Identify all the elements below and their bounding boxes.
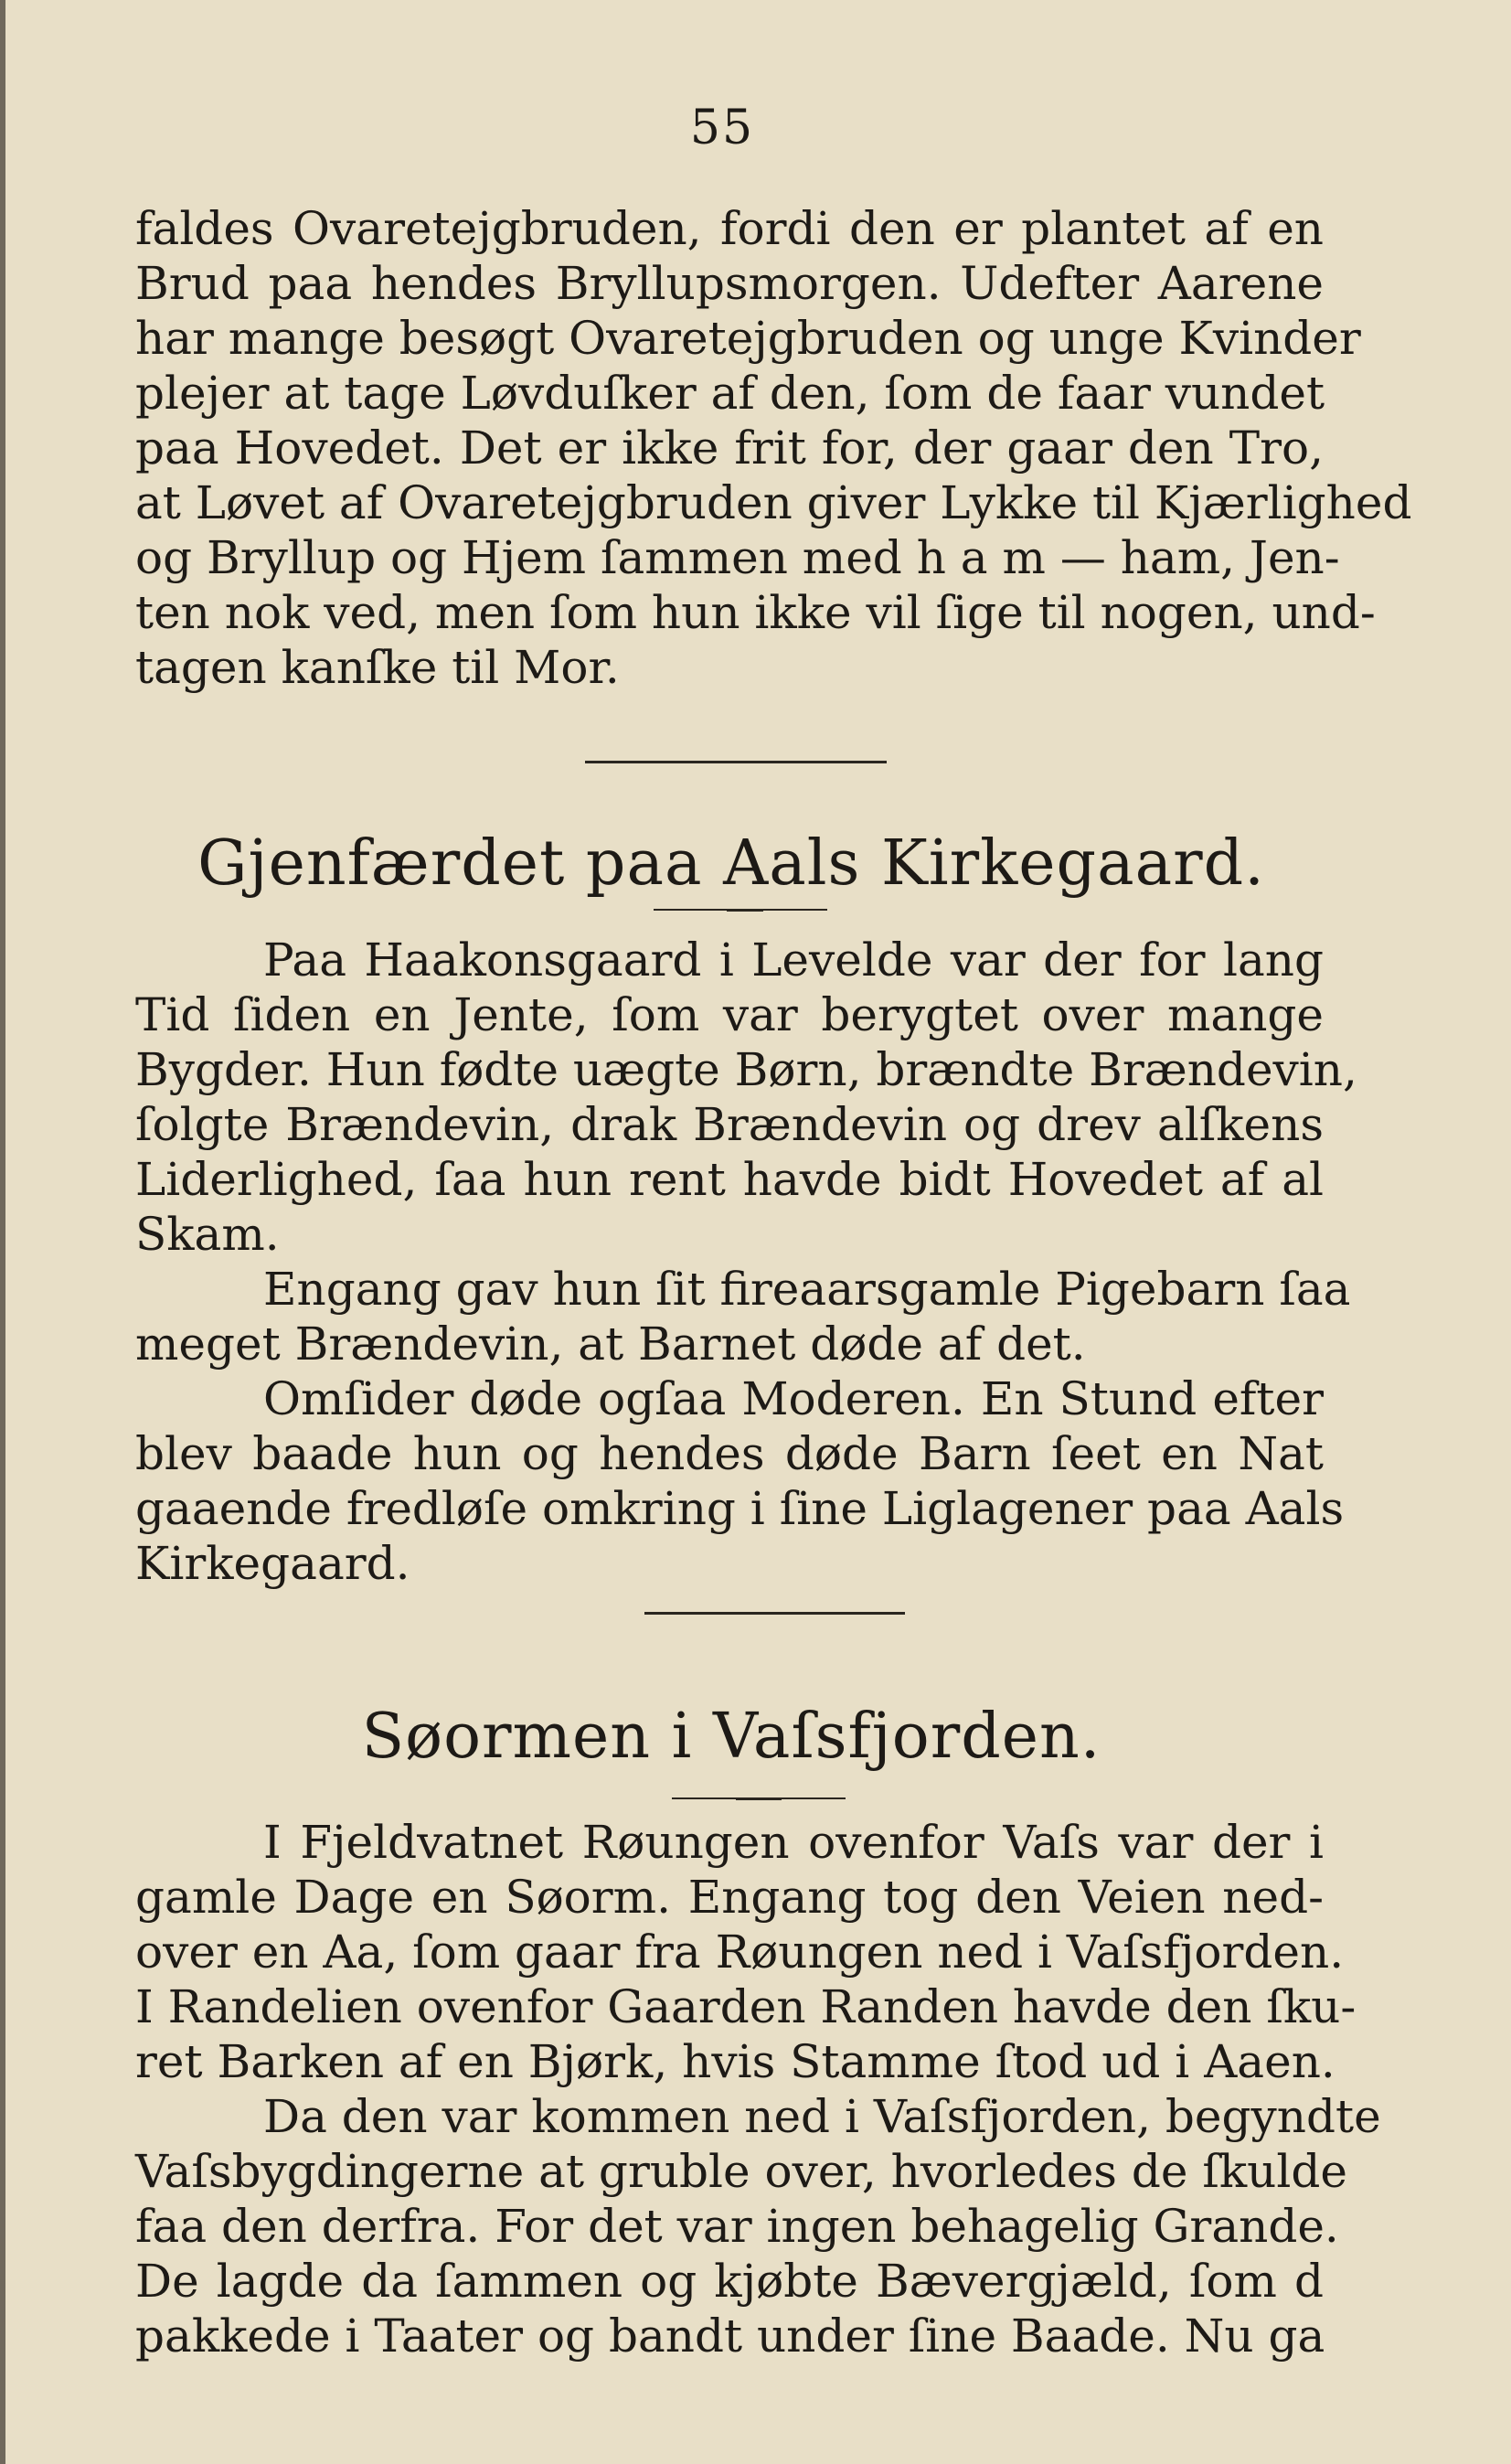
text-line: Engang gav hun ſit fireaarsgamle Pigebarn ſaa [263, 1263, 1351, 1316]
text-line: faldes Ovaretejgbruden, fordi den er plantet af en [135, 202, 1324, 255]
text-line: Brud paa hendes Bryllupsmorgen. Udefter Aarene [135, 257, 1324, 310]
text-line: I Fjeldvatnet Røungen ovenfor Vaſs var der i [263, 1816, 1324, 1869]
text-line: Da den var kommen ned i Vaſsfjorden, begyndte [263, 2090, 1381, 2143]
text-line: over en Aa, ſom gaar fra Røungen ned i Vaſsfjorden. [135, 1925, 1345, 1979]
text-line: Vaſsbygdingerne at gruble over, hvorledes de ſkulde [135, 2145, 1347, 2198]
text-line: tagen kanſke til Mor. [135, 641, 620, 694]
text-line: Liderlighed, ſaa hun rent havde bidt Hovedet af al [135, 1153, 1324, 1206]
title-underline-accent [736, 1797, 782, 1800]
section-separator [585, 761, 887, 763]
text-line: paa Hovedet. Det er ikke frit for, der gaar den Tro, [135, 421, 1324, 475]
text-line: Tid ſiden en Jente, ſom var berygtet over mange [135, 988, 1324, 1041]
text-line: gamle Dage en Søorm. Engang tog den Veien ned- [135, 1871, 1324, 1924]
text-line: De lagde da ſammen og kjøbte Bævergjæld, ſom d [135, 2255, 1324, 2308]
section-separator [644, 1612, 905, 1615]
page-edge-shadow [0, 0, 5, 2464]
text-line: plejer at tage Løvduſker af den, ſom de faar vundet [135, 367, 1325, 420]
text-line: I Randelien ovenfor Gaarden Randen havde den ſku- [135, 1980, 1357, 2033]
text-line: Skam. [135, 1208, 280, 1261]
text-line: Bygder. Hun fødte uægte Børn, brændte Brændevin, [135, 1043, 1357, 1096]
title-underline-accent [727, 909, 763, 912]
text-line: gaaende fredløſe omkring i ſine Liglagener paa Aals [135, 1482, 1345, 1535]
text-line: at Løvet af Ovaretejgbruden giver Lykke til Kjærlighed [135, 476, 1412, 529]
text-line: ſolgte Brændevin, drak Brændevin og drev alſkens [135, 1098, 1324, 1151]
text-line: meget Brændevin, at Barnet døde af det. [135, 1317, 1086, 1371]
text-line: Kirkegaard. [135, 1537, 410, 1590]
text-line: og Bryllup og Hjem ſammen med h a m — ham, Jen- [135, 531, 1340, 584]
text-line: har mange besøgt Ovaretejgbruden og unge Kvinder [135, 312, 1361, 365]
text-line: faa den derfra. For det var ingen behagelig Grande. [135, 2200, 1339, 2253]
section-title: Gjenfærdet paa Aals Kirkegaard. [197, 827, 1265, 900]
text-line: blev baade hun og hendes døde Barn ſeet en Nat [135, 1427, 1324, 1480]
text-line: ret Barken af en Bjørk, hvis Stamme ſtod ud i Aaen. [135, 2035, 1335, 2088]
text-line: Omſider døde ogſaa Moderen. En Stund efter [263, 1372, 1324, 1425]
text-line: pakkede i Taater og bandt under ſine Baade. Nu ga [135, 2309, 1325, 2363]
page-number: 55 [689, 101, 755, 155]
text-line: Paa Haakonsgaard i Levelde var der for lang [263, 933, 1324, 987]
text-line: ten nok ved, men ſom hun ikke vil ſige til nogen, und- [135, 586, 1376, 639]
section-title: Søormen i Vaſsfjorden. [361, 1701, 1101, 1773]
